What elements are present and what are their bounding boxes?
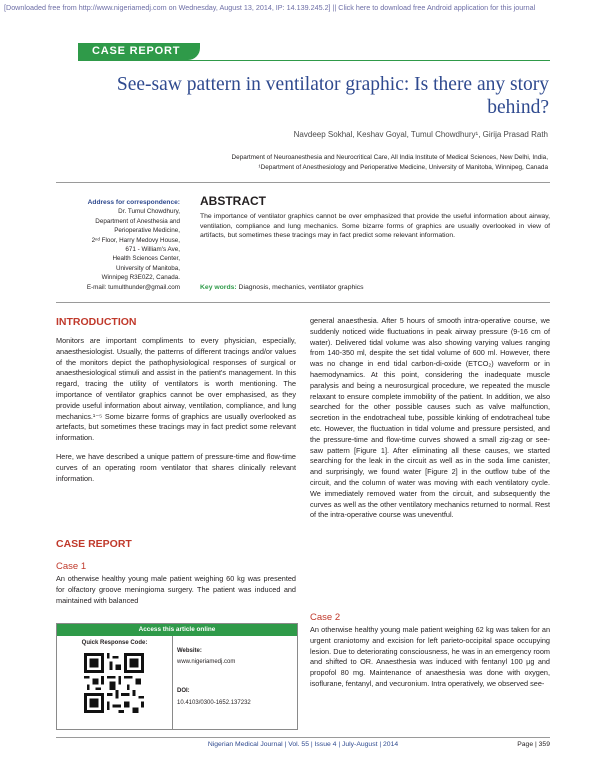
footer-divider (56, 737, 550, 738)
keywords-label: Key words: (200, 284, 237, 291)
left-column-intro (56, 336, 296, 492)
affiliations (120, 153, 548, 173)
correspondence-line: 2ⁿᵈ Floor, Harry Medovy House, (91, 236, 180, 244)
access-online-box (56, 623, 298, 730)
intro-paragraph-1: Monitors are important compliments to every physician, especially, anaesthesiologist. Usually, the patterns of different tracings and/or values of the monitors depict the pathophysiological responses of surgical or anaesthesiological stimuli and assist in the patient's management. In this regard, tracing the utility of ventilators is worth mentioning. The importance of ventilator graphics cannot be over emphasised, as they provide useful information about airway, ventilation, compliance, and lung mechanics.¹⁻⁵ Some bizarre forms of graphics are usually overlooked as artefacts, but sometimes these tracings may in fact predict some relevant information. (56, 336, 296, 443)
intro-paragraph-2: Here, we have described a unique pattern of pressure-time and flow-time curves of an operating room ventilator that shares clinically relevant information. (56, 451, 296, 483)
abstract-heading: ABSTRACT (200, 194, 266, 208)
author-list: Navdeep Sokhal, Keshav Goyal, Tumul Chowdhury¹, Girija Prasad Rath (293, 130, 548, 139)
website-label: Website: (177, 648, 202, 654)
section-label-bar (78, 43, 200, 60)
case-report-heading: CASE REPORT (56, 538, 132, 550)
case-2-heading: Case 2 (310, 612, 341, 623)
download-banner[interactable]: [Downloaded free from http://www.nigeriamedj.com on Wednesday, August 13, 2014, IP: 14.139.245.2] || Click here to download free Android application for this journal (4, 3, 536, 12)
section-label: CASE REPORT (92, 45, 181, 57)
keywords-text: Diagnosis, mechanics, ventilator graphics (238, 284, 364, 291)
introduction-heading: INTRODUCTION (56, 316, 137, 328)
correspondence-line: Health Sciences Center, (112, 255, 180, 263)
qr-label: Quick Response Code: (81, 640, 148, 646)
case-2-paragraph: An otherwise healthy young male patient weighing 62 kg was taken for an urgent craniotomy and excision for left parieto-occipital space occupying lesion. Due to deteriorating consciousness, he was in an emergency room and shifted to OR. Anaesthesia was induced with fentanyl 100 μg and propofol 80 mg. Maintenance of anaesthesia was done with oxygen, isoflurane, fentanyl, and vecuronium. Intra operatively, we observed see- (310, 625, 550, 688)
correspondence-line: Winnipeg R3E0Z2, Canada. (101, 274, 180, 282)
website-link[interactable]: www.nigeriamedj.com (177, 659, 236, 665)
correspondence-line: University of Manitoba, (115, 264, 180, 272)
doi-label: DOI: (177, 688, 190, 694)
section-divider (78, 60, 550, 61)
divider (56, 302, 550, 303)
case-1-paragraph: An otherwise healthy young male patient weighing 60 kg was presented for olfactory groove meningioma surgery. The patient was induced and maintained with balanced (56, 574, 296, 605)
right-column-case-1: general anaesthesia. After 5 hours of smooth intra-operative course, we suddenly noticed wide fluctuations in peak airway pressure (9-16 cm of water). Delivered tidal volume was also showing varying values ranging from 140-350 ml, despite the set tidal volume of 600 ml. However, there was no change in end tidal carbon-di-oxide (ETCO₂) waveform or in haemodynamics. At this point, considering the inadequate muscle paralysis and being a neurosurgical procedure, we repeated the muscle relaxant to ensure complete immobility of the patient. In addition, we also searched for the other possible causes such as valve malfunction, secretion in the endotracheal tube, possible kinking of endotracheal tube etc. However, the fluctuation in tidal volume and pressure persisted, and the pressure-time and flow-time curves showed a small zig-zag or see-saw pattern [Figure 1]. After eliminating all these causes, we started searching for the leak in the circuit as well as in the soda lime canister, and surprisingly, we found water [Figure 2] in the outflow tube of the circuit, and the column of water was moving with each ventilatory cycle. We immediately removed water from the circuit, and subsequently the curves as well as the other ventilatory mechanics returned to normal. Rest of the intra-operative course was uneventful. (310, 316, 550, 520)
affiliation-2: ¹Department of Anesthesiology and Perioperative Medicine, University of Manitoba, Winnipeg, Canada (258, 164, 548, 171)
affiliation-1: Department of Neuroanesthesia and Neurocritical Care, All India Institute of Medical Sciences, New Delhi, India, (231, 154, 548, 161)
page-number: Page | 359 (517, 741, 550, 748)
doi-value[interactable]: 10.4103/0300-1652.137232 (177, 700, 251, 706)
case-1-heading: Case 1 (56, 561, 87, 572)
journal-footer: Nigerian Medical Journal | Vol. 55 | Issue 4 | July-August | 2014 (207, 741, 399, 748)
divider (56, 182, 550, 183)
correspondence-heading: Address for correspondence: (87, 199, 180, 206)
divider (172, 636, 173, 729)
article-title: See-saw pattern in ventilator graphic: Is there any story behind? (116, 74, 549, 118)
correspondence-line: Department of Anesthesia and (95, 217, 180, 225)
abstract-text: The importance of ventilator graphics cannot be over emphasized that provide the useful information about airway, ventilation, compliance and lung mechanics. Some bizarre forms of graphics are usually overlooked in view of artifacts, but sometimes these tracings may in fact predict some relevant information. (200, 213, 550, 240)
keywords (200, 284, 364, 291)
access-box-heading: Access this article online (57, 624, 297, 636)
correspondence-block (56, 198, 180, 292)
correspondence-email[interactable]: E-mail: tumulthunder@gmail.com (86, 283, 180, 291)
correspondence-line: 671 - William's Ave, (125, 246, 180, 254)
correspondence-line: Dr. Tumul Chowdhury, (118, 208, 180, 216)
qr-code-icon[interactable] (84, 653, 144, 713)
correspondence-line: Perioperative Medicine, (114, 227, 180, 235)
